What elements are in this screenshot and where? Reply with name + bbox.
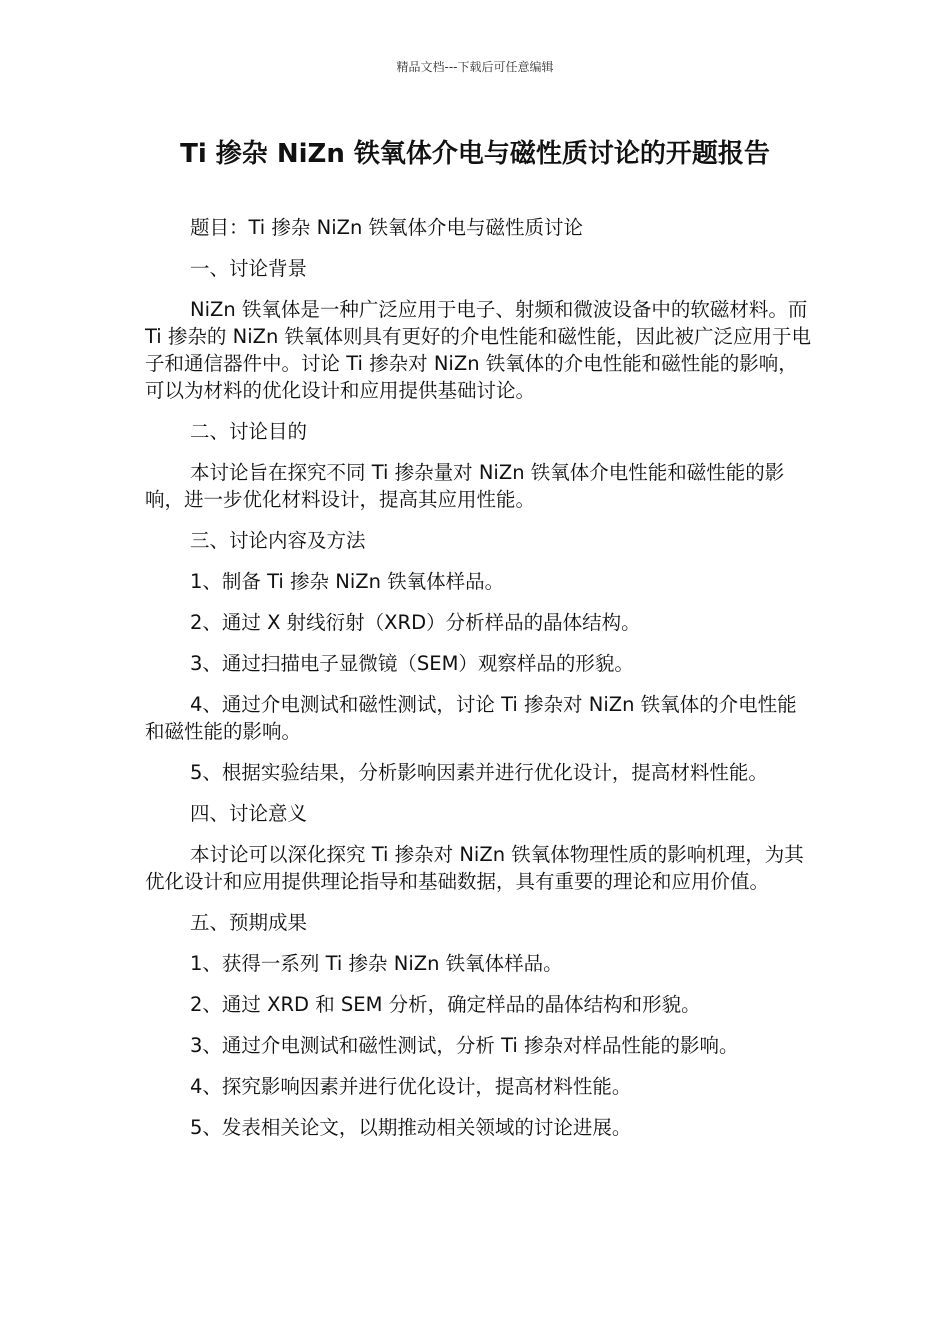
result-item-5: 5、发表相关论文，以期推动相关领域的讨论进展。 bbox=[190, 1116, 632, 1139]
method-item-3: 3、通过扫描电子显微镜（SEM）观察样品的形貌。 bbox=[190, 652, 634, 675]
header-note: 精品文档---下载后可任意编辑 bbox=[396, 60, 554, 74]
method-item-5: 5、根据实验结果，分析影响因素并进行优化设计，提高材料性能。 bbox=[190, 761, 768, 784]
section-heading-background: 一、讨论背景 bbox=[190, 257, 308, 280]
document-title: Ti 掺杂 NiZn 铁氧体介电与磁性质讨论的开题报告 bbox=[180, 139, 770, 169]
section-heading-significance: 四、讨论意义 bbox=[190, 802, 308, 825]
result-item-3: 3、通过介电测试和磁性测试，分析 Ti 掺杂对样品性能的影响。 bbox=[190, 1034, 739, 1057]
document-body bbox=[145, 214, 813, 1155]
result-item-2: 2、通过 XRD 和 SEM 分析，确定样品的晶体结构和形貌。 bbox=[190, 993, 701, 1016]
topic-line: 题目：Ti 掺杂 NiZn 铁氧体介电与磁性质讨论 bbox=[190, 216, 584, 239]
background-paragraph: NiZn 铁氧体是一种广泛应用于电子、射频和微波设备中的软磁材料。而 Ti 掺杂的 NiZn 铁氧体则具有更好的介电性能和磁性能，因此被广泛应用于电子和通信器件中。讨论 Ti 掺杂对 NiZn 铁氧体的介电性能和磁性能的影响，可以为材料的优化设计和应用提供基础讨论。 bbox=[145, 298, 812, 402]
result-item-4: 4、探究影响因素并进行优化设计，提高材料性能。 bbox=[190, 1075, 632, 1098]
result-item-1: 1、获得一系列 Ti 掺杂 NiZn 铁氧体样品。 bbox=[190, 952, 563, 975]
significance-paragraph: 本讨论可以深化探究 Ti 掺杂对 NiZn 铁氧体物理性质的影响机理，为其优化设计和应用提供理论指导和基础数据，具有重要的理论和应用价值。 bbox=[145, 843, 804, 893]
purpose-paragraph: 本讨论旨在探究不同 Ti 掺杂量对 NiZn 铁氧体介电性能和磁性能的影响，进一步优化材料设计，提高其应用性能。 bbox=[145, 461, 785, 511]
method-item-4: 4、通过介电测试和磁性测试，讨论 Ti 掺杂对 NiZn 铁氧体的介电性能和磁性能的影响。 bbox=[145, 693, 797, 743]
section-heading-expected-results: 五、预期成果 bbox=[190, 911, 308, 934]
method-item-1: 1、制备 Ti 掺杂 NiZn 铁氧体样品。 bbox=[190, 570, 505, 593]
method-item-2: 2、通过 X 射线衍射（XRD）分析样品的晶体结构。 bbox=[190, 611, 641, 634]
section-heading-purpose: 二、讨论目的 bbox=[190, 420, 308, 443]
section-heading-content-methods: 三、讨论内容及方法 bbox=[190, 529, 366, 552]
